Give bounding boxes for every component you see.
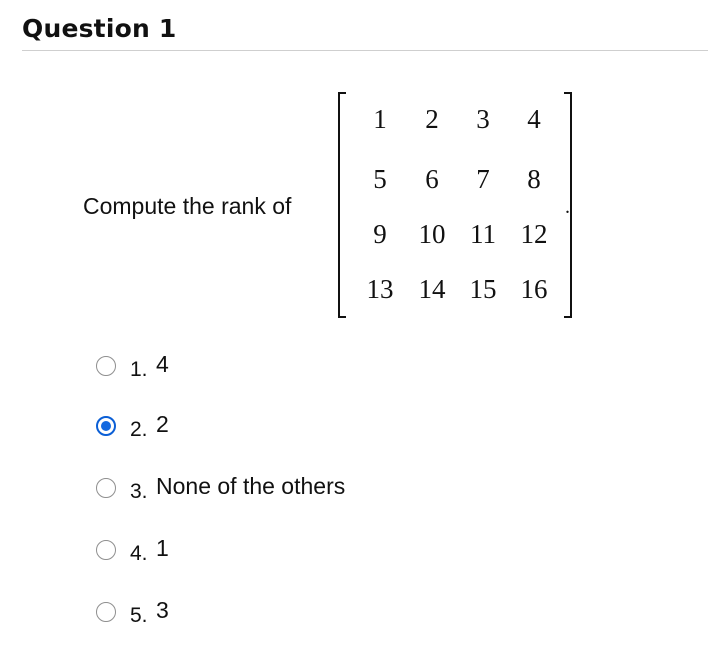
matrix-cell: 13 [366, 274, 394, 304]
matrix-cell: 9 [373, 219, 387, 249]
option-text: 3 [156, 597, 169, 623]
matrix-cell: 15 [469, 274, 497, 304]
option-text: 4 [156, 351, 169, 377]
matrix-cell: 4 [527, 104, 541, 134]
option-5[interactable] [96, 596, 436, 626]
matrix-grid [352, 92, 558, 318]
question-title: Question 1 [22, 14, 177, 43]
option-text: 2 [156, 411, 169, 437]
matrix-cell: 5 [373, 164, 387, 194]
option-text: 1 [156, 535, 169, 561]
option-1[interactable] [96, 350, 436, 380]
matrix-cell: 14 [418, 274, 446, 304]
option-number: 1. [130, 358, 148, 381]
option-number: 5. [130, 604, 148, 627]
radio-button[interactable] [96, 478, 116, 498]
matrix-left-bracket [338, 92, 346, 318]
radio-button[interactable] [96, 602, 116, 622]
matrix-cell: 7 [476, 164, 490, 194]
matrix-cell: 10 [418, 219, 446, 249]
matrix-cell: 2 [425, 104, 439, 134]
option-3[interactable] [96, 472, 436, 502]
option-number: 3. [130, 480, 148, 503]
option-4[interactable] [96, 534, 436, 564]
question-prompt: Compute the rank of [83, 193, 292, 219]
title-divider [22, 50, 708, 51]
option-2[interactable] [96, 410, 436, 440]
option-number: 4. [130, 542, 148, 565]
radio-button[interactable] [96, 540, 116, 560]
matrix-cell: 12 [520, 219, 548, 249]
radio-button[interactable] [96, 416, 116, 436]
matrix [338, 92, 572, 320]
matrix-cell: 16 [520, 274, 548, 304]
option-number: 2. [130, 418, 148, 441]
option-text: None of the others [156, 473, 346, 499]
matrix-period: . [565, 196, 570, 218]
matrix-cell: 6 [425, 164, 439, 194]
matrix-cell: 8 [527, 164, 541, 194]
matrix-cell: 1 [373, 104, 387, 134]
matrix-cell: 3 [476, 104, 490, 134]
radio-button[interactable] [96, 356, 116, 376]
matrix-cell: 11 [470, 219, 496, 249]
